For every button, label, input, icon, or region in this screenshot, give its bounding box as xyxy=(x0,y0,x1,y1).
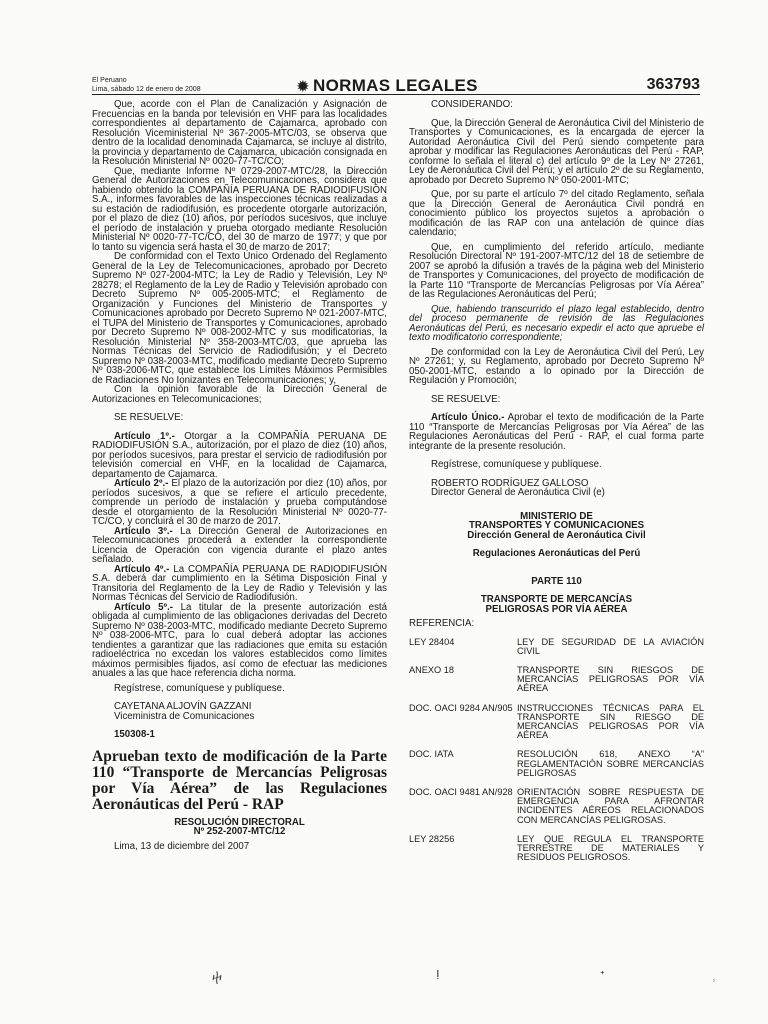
signatory-name: ROBERTO RODRÍGUEZ GALLOSO xyxy=(431,477,589,489)
header-rule xyxy=(92,94,700,95)
page-number: 363793 xyxy=(646,76,700,93)
article-1: Artículo 1º.- Otorgar a la COMPAÑÍA PERUANA DE RADIODIFUSIÓN S.A., autorización, por el plazo de diez (10) años, por períodos sucesivos, para prestar el servicio de radiodifusión por televisión comercial en VHF, en la localidad de Cajamarca, departamento de Cajamarca. xyxy=(92,430,388,480)
scan-mark: ⵑ xyxy=(436,968,440,982)
references-table xyxy=(409,638,704,873)
table-row: DOC. OACI 9481 AN/928 ORIENTACIÓN SOBRE RESPUESTA DE EMERGENCIA PARA AFRONTAR INCIDENTES AÉREOS RELACIONADOS CON MERCANCÍAS PELIGROSAS. xyxy=(409,786,704,825)
ministry-line3: Dirección General de Aeronáutica Civil xyxy=(467,529,646,541)
signatory-name: CAYETANA ALJOVÍN GAZZANI xyxy=(114,701,252,712)
article-unico: Artículo Único.- Aprobar el texto de modificación de la Parte 110 “Transporte de Mercancías Peligrosas por Vía Aérea” de las Regulaciones Aeronáuticas del Perú - RAP, el cual forma parte integrante de la presente resolución. xyxy=(409,412,705,452)
table-row: LEY 28256 LEY QUE REGULA EL TRANSPORTE TERRESTRE DE MATERIALES Y RESIDUOS PELIGROSOS. xyxy=(409,833,704,863)
scan-artifacts xyxy=(0,960,768,1020)
newspaper-name: El Peruano xyxy=(92,77,127,84)
paragraph: De conformidad con el Texto Único Ordenado del Reglamento General de la Ley de Telecomunicaciones, aprobado por Decreto Supremo Nº 027-2004-MTC; la Ley de Radio y Televisión, Ley Nº 28278; el Reglamento de la Ley de Radio y Televisión aprobado con Decreto Supremo Nº 005-2005-MTC; el Reglamento de Organización y Funciones del Ministerio de Transportes y Comunicaciones aprobado por Decreto Supremo Nº 021-2007-MTC, el TUPA del Ministerio de Transportes y Comunicaciones, aprobado por Decreto Supremo Nº 008-2002-MTC y sus modificatorias, la Resolución Ministerial Nº 358-2003-MTC/03, que aprueba las Normas Técnicas del Servicio de Radiodifusión; y el Decreto Supremo Nº 038-2003-MTC, modificado mediante Decreto Supremo Nº 038-2006-MTC, que establece los Límites Máximos Permisibles de Radiaciones No Ionizantes en Telecomunicaciones; y, xyxy=(92,251,387,386)
article-5: Artículo 5º.- La titular de la presente autorización está obligada al cumplimiento de las obligaciones derivadas del Decreto Supremo Nº 038-2003-MTC, modificado mediante Decreto Supremo Nº 038-2006-MTC, para lo cual deberá adoptar las acciones tendientes a garantizar que las radiaciones que emita su estación radioeléctrica no excedan los valores establecidos como límites máximos permisibles fijados, así como de efectuar las mediciones anuales a las que hace referencia dicha norma. xyxy=(92,601,387,679)
publication-code: 150308-1 xyxy=(114,729,155,740)
ministry-line1: MINISTERIO DE xyxy=(520,510,593,522)
newspaper-info xyxy=(92,76,201,94)
article-2: Artículo 2º.- El plazo de la autorización por diez (10) años, por períodos sucesivos, a que se refiere el artículo precedente, comprende un período de instalación y prueba computándose desde el otorgamiento de la Resolución Ministerial Nº 0020-77-TC/CO, y concluirá el 30 de marzo de 2017. xyxy=(92,478,387,527)
section-title: ✹ NORMAS LEGALES xyxy=(297,76,478,95)
resolution-number: Nº 252-2007-MTC/12 xyxy=(193,826,286,837)
paragraph: Que, en cumplimiento del referido artículo, mediante Resolución Directoral Nº 191-2007-MTC/12 del 18 de setiembre de 2007 se aprobó la difusión a través de la página web del Ministerio de Transportes y Comunicaciones, del proyecto de modificación de la Parte 110 “Transporte de Mercancías Peligrosas por Vía Aérea” de las Regulaciones Aeronáuticas del Perú; xyxy=(409,241,704,300)
signatory-title: Viceministra de Comunicaciones xyxy=(114,710,255,722)
paragraph: Que, habiendo transcurrido el plazo legal establecido, dentro del proceso permanente de revisión de las Regulaciones Aeronáuticas del Perú, es necesario expedir el acto que apruebe el texto modificatorio correspondiente; xyxy=(409,303,704,343)
paragraph: Con la opinión favorable de la Dirección General de Autorizaciones en Telecomunicaciones; xyxy=(92,384,387,405)
part-number: PARTE 110 xyxy=(531,575,582,587)
closing-formula: Regístrese, comuníquese y publíquese. xyxy=(431,459,602,470)
article-4: Artículo 4º.- La COMPAÑÍA PERUANA DE RADIODIFUSIÓN S.A. deberá dar cumplimiento en la Sétima Disposición Final y Transitoria del Reglamento de la Ley de Radio y Televisión y las Normas Técnicas del Servicio de Radiodifusión. xyxy=(92,563,388,603)
table-row: LEY 28404 LEY DE SEGURIDAD DE LA AVIACIÓN CIVIL xyxy=(409,636,704,656)
scan-mark: ⸒ xyxy=(712,968,716,982)
page-header xyxy=(92,74,700,100)
left-column xyxy=(92,100,387,851)
paragraph: Que, por su parte el artículo 7º del citado Reglamento, señala que la Dirección General de Aeronáutica Civil pondrá en conocimiento público los proyectos sujetos a aprobación o modificación de las RAP con una antelación de quince días calendario; xyxy=(409,189,704,238)
right-column xyxy=(409,100,704,872)
paragraph: Que, mediante Informe Nº 0729-2007-MTC/28, la Dirección General de Autorizaciones en Telecomunicaciones, considera que habiendo obtenido la COMPAÑÍA PERUANA DE RADIODIFUSIÓN S.A., informes favorables de las inspecciones técnicas realizadas a su estación de radiodifusión, es procedente otorgarle autorización, por el plazo de diez (10) años, por períodos sucesivos, que incluye el período de instalación y prueba otorgado mediante Resolución Ministerial Nº 0020-77-TC/CO, del 30 de marzo de 1977; y que por lo tanto su vigencia será hasta el 30 de marzo de 2017; xyxy=(92,165,387,253)
paragraph: Que, la Dirección General de Aeronáutica Civil del Ministerio de Transportes y Comunicaciones, es la encargada de ejercer la Autoridad Aeronáutica Civil del Perú siendo competente para aprobar y modificar las Regulaciones Aeronáuticas del Perú - RAP, conforme lo señala el literal c) del artículo 9º de la Ley Nº 27261, Ley de Aeronáutica Civil del Perú; y el artículo 2º de su Reglamento, aprobado por Decreto Supremo Nº 050-2001-MTC; xyxy=(409,117,704,186)
resuelve-heading: SE RESUELVE: xyxy=(431,393,501,405)
resolution-headline: Aprueban texto de modificación de la Parte 110 “Transporte de Mercancías Peligrosas por Vía Aérea” de las Regulaciones Aeronáuticas del Perú - RAP xyxy=(92,747,387,813)
part-title-line1: TRANSPORTE DE MERCANCÍAS xyxy=(480,594,633,605)
ministry-line2: TRANSPORTES Y COMUNICACIONES xyxy=(468,520,645,531)
paragraph: Que, acorde con el Plan de Canalización y Asignación de Frecuencias en la banda por televisión en VHF para las localidades correspondientes al departamento de Cajamarca, aprobado con Resolución Viceministerial Nº 367-2005-MTC/03, se observa que dentro de la localidad denominada Cajamarca, se incluye al distrito, la provincia y departamento de Cajamarca, ubicación consignada en la Resolución Ministerial Nº 0020-77-TC/CO; xyxy=(92,99,387,167)
resolution-date: Lima, 13 de diciembre del 2007 xyxy=(114,840,250,852)
regulations-title: Regulaciones Aeronáuticas del Perú xyxy=(472,548,641,559)
resolution-type: RESOLUCIÓN DIRECTORAL xyxy=(174,816,305,828)
references-heading: REFERENCIA: xyxy=(409,618,475,629)
scan-mark: ⴕ xyxy=(212,970,222,984)
part-title-line2: PELIGROSAS POR VÍA AÉREA xyxy=(485,603,628,615)
scan-mark: ᐩ xyxy=(600,968,605,982)
table-row: DOC. OACI 9284 AN/905 INSTRUCCIONES TÉCNICAS PARA EL TRANSPORTE SIN RIESGO DE MERCANCÍAS PELIGROSAS POR VÍA AÉREA xyxy=(409,702,704,741)
resuelve-heading: SE RESUELVE: xyxy=(114,412,184,423)
issue-date: Lima, sábado 12 de enero de 2008 xyxy=(92,86,201,93)
paragraph: De conformidad con la Ley de Aeronáutica Civil del Perú, Ley Nº 27261; y, su Reglamento, aprobado por Decreto Supremo Nº 050-2001-MTC, estando a lo opinado por la Dirección de Regulación y Promoción; xyxy=(409,346,704,386)
table-row: ANEXO 18 TRANSPORTE SIN RIESGOS DE MERCANCÍAS PELIGROSAS POR VÍA AÉREA xyxy=(409,664,704,694)
table-row: DOC. IATA RESOLUCIÓN 618, ANEXO “A” REGLAMENTACIÓN SOBRE MERCANCÍAS PELIGROSAS xyxy=(409,749,704,778)
article-3: Artículo 3º.- La Dirección General de Autorizaciones en Telecomunicaciones procederá a extender la correspondiente Licencia de Operación con vigencia durante el plazo antes señalado. xyxy=(92,525,387,565)
closing-formula: Regístrese, comuníquese y publíquese. xyxy=(114,682,285,694)
signatory-title: Director General de Aeronáutica Civil (e) xyxy=(431,487,605,498)
considerando-heading: CONSIDERANDO: xyxy=(431,99,513,110)
emblem-icon: ✹ xyxy=(297,78,310,94)
